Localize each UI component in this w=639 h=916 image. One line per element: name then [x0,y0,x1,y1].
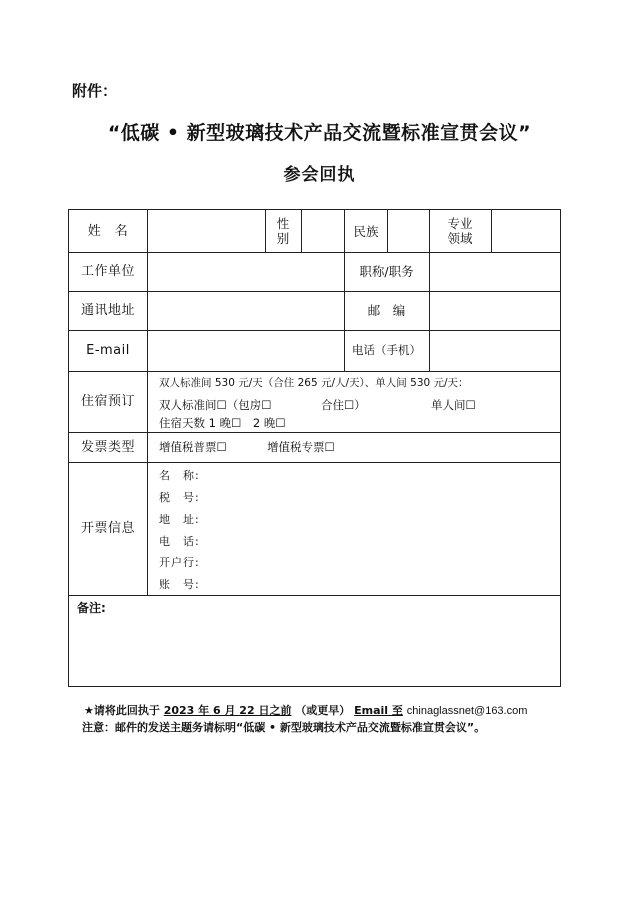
invoice-field-account: 账 号: [159,578,200,591]
email-input[interactable] [148,330,344,371]
name-input[interactable] [148,210,265,252]
ethnicity-label: 民族 [353,223,379,239]
footer-deadline: 2023 年 6 月 22 日之前 [163,704,292,717]
invoice-field-address: 地 址: [159,513,200,526]
invoice-field-bank: 开户行: [159,556,200,569]
name-label: 姓 名 [87,223,129,239]
registration-form [68,209,561,687]
lodging-single-option[interactable]: 单人间☐ [431,398,476,412]
footer-prefix: ★请将此回执于 [84,704,160,717]
job-title-label: 职称/职务 [359,264,414,279]
gender-label-char-1: 性 [276,216,290,231]
invoice-type-label: 发票类型 [80,439,135,455]
attachment-label: 附件： [72,82,118,100]
phone-input[interactable] [430,330,560,371]
invoice-field-phone: 电 话: [159,535,200,548]
lodging-price-text: 双人标准间 530 元/天（合住 265 元/人/天）、单人间 530 元/天： [159,377,469,389]
gender-input[interactable] [302,210,344,252]
footer-email-address[interactable]: chinaglassnet@163.com [406,705,528,717]
postcode-label: 邮 编 [367,303,406,318]
lodging-shared-option[interactable]: 合住☐） [321,398,366,412]
invoice-info-label: 开票信息 [80,521,135,536]
company-label: 工作单位 [80,264,135,279]
job-title-input[interactable] [430,252,560,291]
footer-instruction [84,702,527,718]
invoice-field-tax-id: 税 号: [159,491,200,504]
footer-or-earlier: （或更早） [295,704,351,717]
field-input[interactable] [492,210,560,252]
invoice-field-company-name: 名 称: [159,469,200,482]
gender-label-char-2: 别 [276,231,290,246]
ethnicity-input[interactable] [388,210,429,252]
address-input[interactable] [148,291,344,330]
address-label: 通讯地址 [80,303,135,318]
invoice-special-option[interactable]: 增值税专票☐ [267,440,335,454]
invoice-normal-option[interactable]: 增值税普票☐ [159,440,227,454]
remark-input[interactable] [69,596,560,686]
lodging-twin-option[interactable]: 双人标准间☐（包房☐ [159,398,272,412]
document-subtitle: 参会回执 [283,165,356,185]
field-label-line-1: 专业 [447,216,473,231]
footer-email-label: Email 至 [354,704,403,717]
field-label [429,210,491,252]
company-input[interactable] [148,252,344,291]
email-label: E-mail [86,343,130,358]
document-title: “低碳 • 新型玻璃技术产品交流暨标准宣贯会议” [107,122,532,144]
phone-label: 电话（手机） [352,343,421,357]
footer-note: 注意：邮件的发送主题务请标明“低碳 • 新型玻璃技术产品交流暨标准宣贯会议”。 [82,721,486,734]
postcode-input[interactable] [430,291,560,330]
remark-label: 备注: [77,601,106,615]
gender-label [265,210,301,252]
lodging-nights-option[interactable]: 住宿天数 1 晚☐ 2 晚☐ [159,416,286,430]
field-label-line-2: 领域 [447,231,473,246]
lodging-label: 住宿预订 [80,394,135,409]
